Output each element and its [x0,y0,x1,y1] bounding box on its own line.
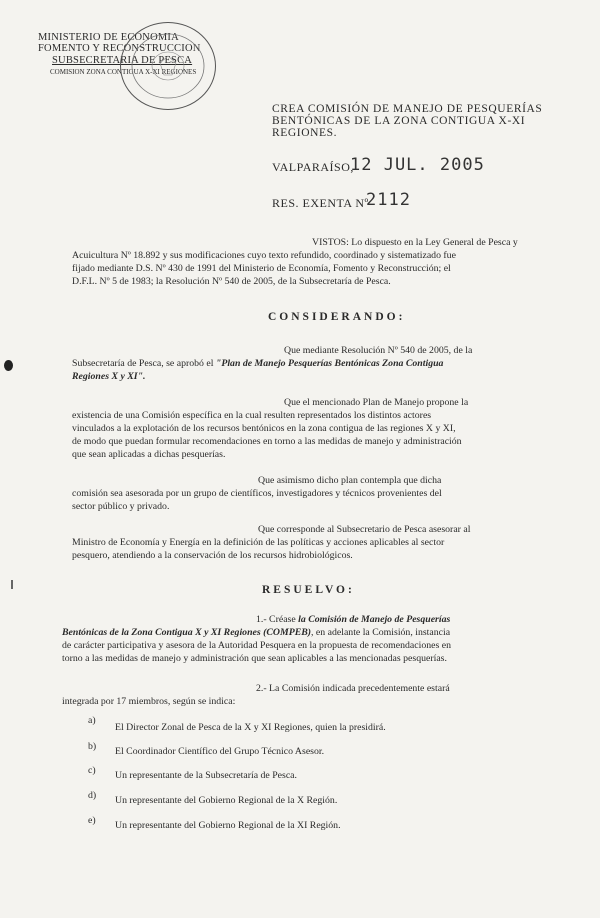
date-stamp: 12 JUL. 2005 [350,155,485,175]
considerando-3-line-1: Que asimismo dicho plan contempla que dicha [258,475,442,486]
considerando-2-line-1: Que el mencionado Plan de Manejo propone la [284,397,469,408]
considerando-3-line-2: comisión sea asesorada por un grupo de científicos, investigadores y técnicos provenientes del [72,488,442,499]
member-item-letter: d) [88,790,97,801]
commission-name: COMISION ZONA CONTIGUA X-XI REGIONES [50,68,197,76]
official-seal [120,22,216,110]
member-item-letter: b) [88,741,97,752]
resuelvo-1-line-2: Bentónicas de la Zona Contigua X y XI Regiones (COMPEB), en adelante la Comisión, instancia [62,627,451,638]
title-line-1: CREA COMISIÓN DE MANEJO DE PESQUERÍAS [272,103,543,115]
considerando-1-line-1: Que mediante Resolución Nº 540 de 2005, de la [284,345,473,356]
considerando-3-line-3: sector público y privado. [72,501,170,512]
resuelvo-2-line-1: 2.- La Comisión indicada precedentemente estará [256,683,450,694]
considerando-4-line-3: pesquero, atendiendo a la conservación de los recursos hidrobiológicos. [72,550,353,561]
considerando-4-line-1: Que corresponde al Subsecretario de Pesca asesorar al [258,524,471,535]
member-item-letter: e) [88,815,96,826]
resuelvo-1-line-3: de carácter participativa y asesora de la Autoridad Pesquera en la propuesta de recomendaciones en [62,640,451,651]
considerando-4-line-2: Ministro de Economía y Energía en la definición de las políticas y acciones aplicables al sector [72,537,445,548]
member-item-text: Un representante del Gobierno Regional de la XI Región. [115,820,341,831]
subsecretaria-name: SUBSECRETARIA DE PESCA [52,55,193,66]
ministry-name: MINISTERIO DE ECONOMIA [38,32,179,43]
scan-mark [11,580,13,589]
member-item-text: Un representante del Gobierno Regional de la X Región. [115,795,338,806]
title-line-3: REGIONES. [272,127,338,139]
vistos-line-1: VISTOS: Lo dispuesto en la Ley General de Pesca y [312,237,518,248]
member-item-text: El Coordinador Científico del Grupo Técnico Asesor. [115,746,325,757]
punch-hole-icon [4,360,13,371]
considerando-2-line-3: vinculados a la explotación de los recursos bentónicos en la zona contigua de las regiones X y XI, [72,423,456,434]
title-line-2: BENTÓNICAS DE LA ZONA CONTIGUA X-XI [272,115,526,127]
considerando-2-line-2: existencia de una Comisión específica en la cual resulten representados los distintos actores [72,410,432,421]
member-item-text: Un representante de la Subsecretaría de Pesca. [115,770,297,781]
vistos-line-2: Acuicultura Nº 18.892 y sus modificaciones cuyo texto refundido, coordinado y sistematizado fue [72,250,456,261]
resuelvo-1-line-1: 1.- Créase la Comisión de Manejo de Pesquerías [256,614,451,625]
resuelvo-heading: RESUELVO: [262,584,355,596]
place-label: VALPARAÍSO, [272,160,354,174]
vistos-line-4: D.F.L. Nº 5 de 1983; la Resolución Nº 540 de 2005, de la Subsecretaría de Pesca. [72,276,391,287]
considerando-2-line-5: que sean aplicadas a dichas pesquerías. [72,449,226,460]
ministry-subname: FOMENTO Y RECONSTRUCCION [38,43,201,54]
seal-ring-icon [121,23,215,109]
member-item-letter: a) [88,715,96,726]
resuelvo-2-line-2: integrada por 17 miembros, según se indica: [62,696,236,707]
resolution-number: 2112 [366,190,411,210]
considerando-heading: CONSIDERANDO: [268,311,406,323]
considerando-2-line-4: de modo que puedan formular recomendaciones en torno a las medidas de manejo y administración [72,436,462,447]
resuelvo-1-line-4: torno a las medidas de manejo y administración que sean aplicables a las mencionadas pesquerías. [62,653,447,664]
vistos-line-3: fijado mediante D.S. Nº 430 de 1991 del Ministerio de Economía, Fomento y Reconstrucción; el [72,263,451,274]
considerando-1-line-2: Subsecretaría de Pesca, se aprobó el "Plan de Manejo Pesquerías Bentónicas Zona Contigua [72,358,444,369]
considerando-1-line-3: Regiones X y XI". [72,371,146,382]
resolution-label: RES. EXENTA Nº [272,196,369,210]
member-item-text: El Director Zonal de Pesca de la X y XI Regiones, quien la presidirá. [115,722,386,733]
member-item-letter: c) [88,765,96,776]
